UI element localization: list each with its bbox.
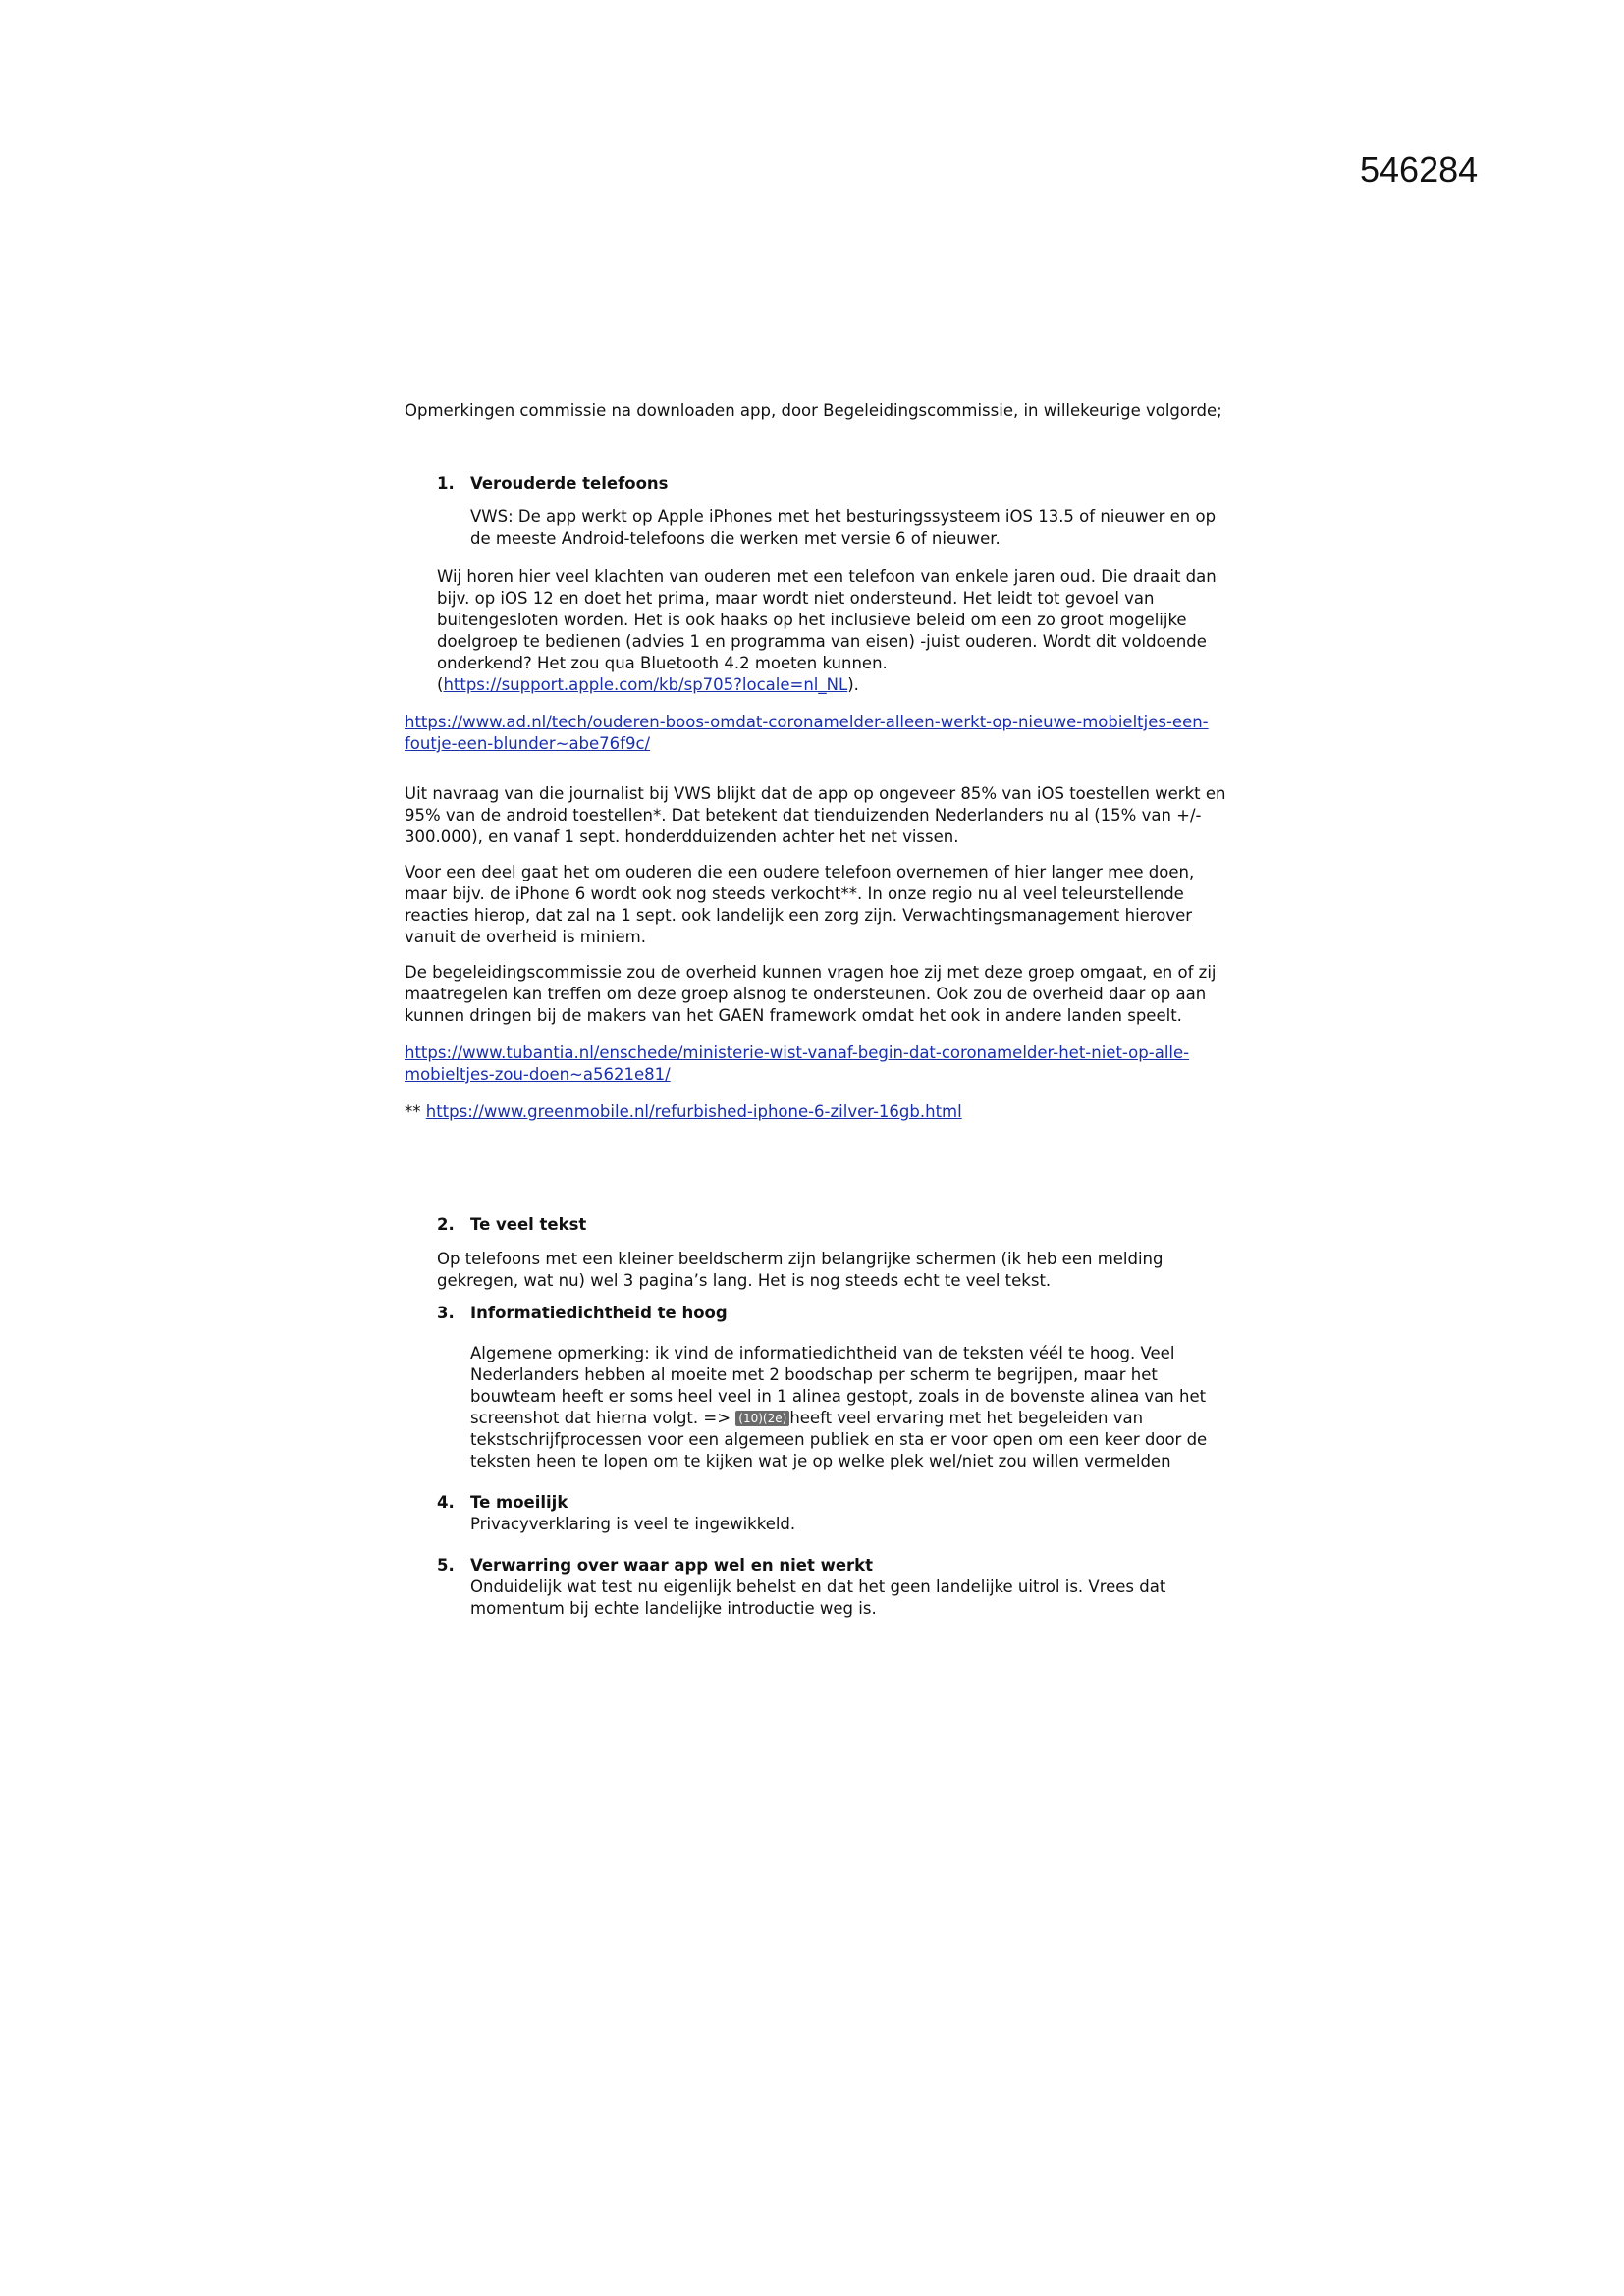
tubantia-article-link[interactable]: https://www.tubantia.nl/enschede/ministerie-wist-vanaf-begin-dat-coronamelder-het-niet-op-alle-mobieltjes-zou-doen~a5621e81/ bbox=[405, 1043, 1190, 1084]
section-heading bbox=[437, 1492, 1239, 1514]
section-title: Verwarring over waar app wel en niet werkt bbox=[470, 1556, 874, 1575]
section-3 bbox=[437, 1303, 1239, 1472]
document-body bbox=[405, 400, 1239, 1620]
vws-quote: VWS: De app werkt op Apple iPhones met het besturingssysteem iOS 13.5 of nieuwer en op de meeste Android-telefoons die werken met versie 6 of nieuwer. bbox=[470, 507, 1217, 548]
section-title: Informatiedichtheid te hoog bbox=[470, 1304, 728, 1322]
footnote-marker: ** bbox=[405, 1102, 421, 1121]
section-title: Te moeilijk bbox=[470, 1493, 568, 1512]
section-title: Verouderde telefoons bbox=[470, 474, 669, 493]
greenmobile-link[interactable]: https://www.greenmobile.nl/refurbished-iphone-6-zilver-16gb.html bbox=[425, 1102, 962, 1121]
document-number: 546284 bbox=[1360, 149, 1479, 189]
section-2 bbox=[437, 1214, 1239, 1292]
section-4 bbox=[437, 1492, 1239, 1535]
ad-article-paragraph bbox=[405, 712, 1239, 755]
section-body: Onduidelijk wat test nu eigenlijk behelst en dat het geen landelijke uitrol is. Vrees dat momentum bij echte landelijke introductie weg is. bbox=[470, 1577, 1166, 1618]
section-number: 3. bbox=[437, 1304, 455, 1322]
older-users-paragraph: Voor een deel gaat het om ouderen die een oudere telefoon overnemen of hier langer mee doen, maar bijv. de iPhone 6 wordt ook nog steeds verkocht**. In onze regio nu al veel teleurstellende reacties hierop, dat zal na 1 sept. ook landelijk een zorg zijn. Verwachtingsmanagement hierover vanuit de overheid is miniem. bbox=[405, 863, 1195, 946]
section-number: 2. bbox=[437, 1215, 455, 1234]
intro-text: Opmerkingen commissie na downloaden app, door Begeleidingscommissie, in willekeurige volgorde; bbox=[405, 401, 1222, 420]
section-body bbox=[470, 1343, 1239, 1472]
redaction-marker: (10)(2e) bbox=[735, 1411, 789, 1426]
section-1-paragraph: Wij horen hier veel klachten van ouderen met een telefoon van enkele jaren oud. Die draait dan bijv. op iOS 12 en doet het prima, maar wordt niet ondersteund. Het leidt tot gevoel van buitengesloten worden. Het is ook haaks op het inclusieve beleid om een zo groot mogelijke doelgroep te bedienen (advies 1 en programma van eisen) -juist ouderen. Wordt dit voldoende onderkend? Het zou qua Bluetooth 4.2 moeten kunnen. (https://support.apple.com/kb/sp705?locale=nl_NL). bbox=[437, 567, 1217, 694]
tubantia-paragraph bbox=[405, 1042, 1239, 1086]
section-heading bbox=[437, 473, 1239, 495]
body-text-continued: heeft veel ervaring met het begeleiden van tekstschrijfprocessen voor een algemeen publiek en sta er voor open om een keer door de teksten heen te lopen om te kijken wat je op welke plek wel/niet zou willen vermelden bbox=[470, 1409, 1208, 1470]
section-number: 5. bbox=[437, 1556, 455, 1575]
section-number: 1. bbox=[437, 474, 455, 493]
section-number: 4. bbox=[437, 1493, 455, 1512]
section-heading bbox=[437, 1555, 1239, 1576]
section-heading bbox=[437, 1303, 1239, 1324]
section-body: Privacyverklaring is veel te ingewikkeld. bbox=[470, 1515, 796, 1533]
section-title: Te veel tekst bbox=[470, 1215, 587, 1234]
section-1 bbox=[437, 473, 1239, 696]
commission-paragraph: De begeleidingscommissie zou de overheid kunnen vragen hoe zij met deze groep omgaat, en of zij maatregelen kan treffen om deze groep alsnog te ondersteunen. Ook zou de overheid daar op aan kunnen dringen bij de makers van het GAEN framework omdat het ook in andere landen speelt. bbox=[405, 963, 1217, 1025]
body-text: Algemene opmerking: ik vind de informatiedichtheid van de teksten véél te hoog. Veel Nederlanders hebben al moeite met 2 boodschap per scherm te begrijpen, maar het bouwteam heeft er soms heel veel in 1 alinea gestopt, zoals in de bovenste alinea van het screenshot dat hierna volgt. => bbox=[470, 1344, 1207, 1427]
ad-article-link[interactable]: https://www.ad.nl/tech/ouderen-boos-omdat-coronamelder-alleen-werkt-op-nieuwe-mobieltjes-een-foutje-een-blunder~abe76f9c/ bbox=[405, 713, 1209, 753]
paragraph-text: Wij horen hier veel klachten van ouderen met een telefoon van enkele jaren oud. Die draait dan bijv. op iOS 12 en doet het prima, maar wordt niet ondersteund. Het leidt tot gevoel van buitengesloten worden. Het is ook haaks op het inclusieve beleid om een zo groot mogelijke doelgroep te bedienen (advies 1 en programma van eisen) -juist ouderen. Wordt dit voldoende onderkend? Het zou qua Bluetooth 4.2 moeten kunnen. bbox=[437, 567, 1217, 672]
apple-support-link[interactable]: https://support.apple.com/kb/sp705?locale=nl_NL bbox=[443, 675, 848, 694]
journalist-paragraph: Uit navraag van die journalist bij VWS blijkt dat de app op ongeveer 85% van iOS toestellen werkt en 95% van de android toestellen*. Dat betekent dat tienduizenden Nederlanders nu al (15% van +/- 300.000), en vanaf 1 sept. honderdduizenden achter het net vissen. bbox=[405, 784, 1226, 846]
section-heading bbox=[437, 1214, 1239, 1236]
footnote-paragraph bbox=[405, 1101, 1239, 1123]
section-5 bbox=[437, 1555, 1239, 1620]
section-body: Op telefoons met een kleiner beeldscherm zijn belangrijke schermen (ik heb een melding gekregen, wat nu) wel 3 pagina’s lang. Het is nog steeds echt te veel tekst. bbox=[437, 1250, 1164, 1290]
